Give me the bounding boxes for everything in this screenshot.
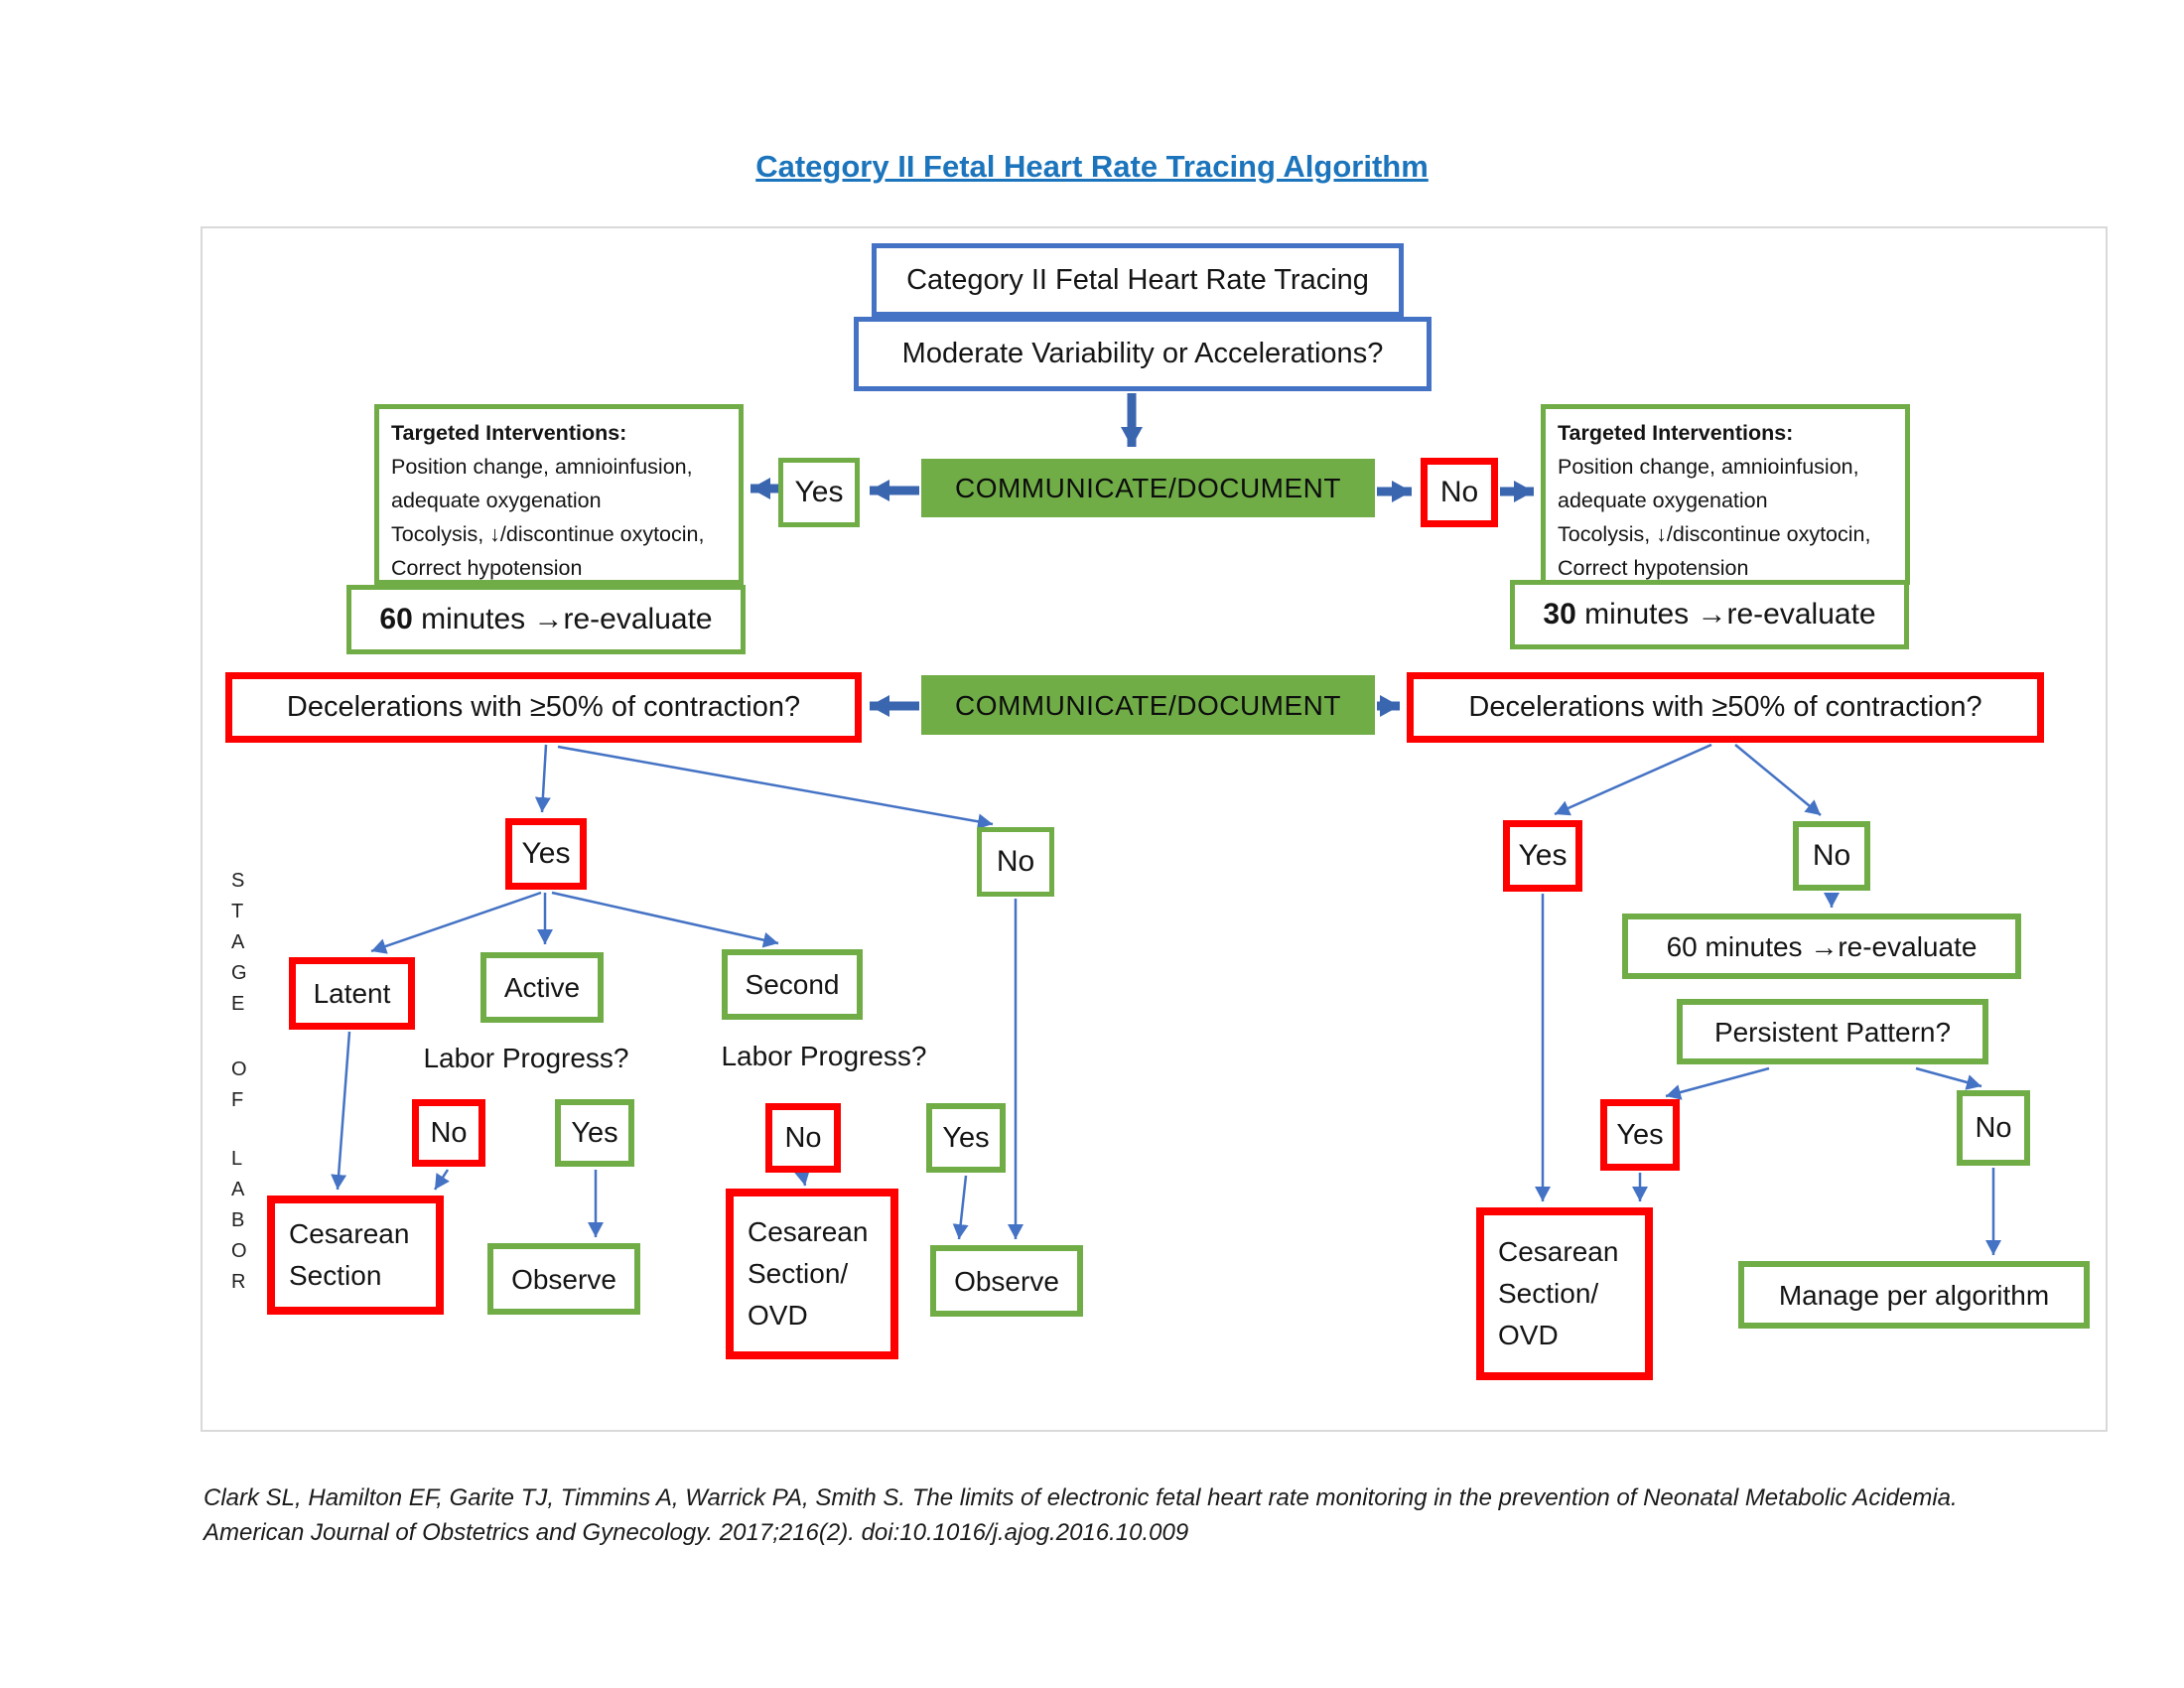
node-targeted-interventions-right bbox=[1541, 404, 1910, 585]
node-active: Active bbox=[480, 952, 604, 1023]
node-latent: Latent bbox=[289, 957, 415, 1030]
node-cesarean-section-ovd-right: Cesarean Section/ OVD bbox=[1476, 1207, 1653, 1380]
interventions-line: Correct hypotension bbox=[1558, 555, 1749, 580]
page-title: Category II Fetal Heart Rate Tracing Algorithm bbox=[755, 149, 1429, 184]
node-60-minutes-reevaluate-left bbox=[346, 585, 746, 654]
label-labor-progress-mid: Labor Progress? bbox=[721, 1041, 927, 1071]
node-decelerations-question-right: Decelerations with ≥50% of contraction? bbox=[1407, 672, 2044, 743]
node-second: Second bbox=[722, 949, 863, 1020]
minutes-value: 60 bbox=[379, 603, 413, 636]
node-no-labor-progress-left: No bbox=[412, 1099, 485, 1167]
label-labor-progress-left: Labor Progress? bbox=[423, 1043, 629, 1073]
node-decelerations-question-left: Decelerations with ≥50% of contraction? bbox=[225, 672, 862, 743]
reevaluate-label: minutes →re-evaluate bbox=[412, 603, 713, 636]
side-label-stage: STAGE bbox=[231, 870, 247, 1015]
reevaluate-label: minutes →re-evaluate bbox=[1697, 930, 1978, 962]
node-30-minutes-reevaluate-right bbox=[1510, 580, 1909, 649]
node-no-decel-right: No bbox=[1793, 821, 1870, 891]
node-yes-labor-progress-left: Yes bbox=[555, 1099, 634, 1167]
interventions-header: Targeted Interventions: bbox=[391, 421, 627, 445]
side-label-of: OF bbox=[231, 1058, 247, 1111]
node-cesarean-section: Cesarean Section bbox=[267, 1196, 444, 1315]
side-label-labor: LABOR bbox=[231, 1148, 247, 1293]
node-communicate-document-2: COMMUNICATE/DOCUMENT bbox=[921, 675, 1375, 735]
node-persistent-pattern: Persistent Pattern? bbox=[1677, 999, 1988, 1064]
reevaluate-label: minutes →re-evaluate bbox=[1575, 598, 1876, 632]
citation-text: Clark SL, Hamilton EF, Garite TJ, Timmins A, Warrick PA, Smith S. The limits of electronic fetal heart rate monitoring in the prevention of Neonatal Metabolic Acidemia. American Journal of Obstetrics and Gynecology. 2017;216(2). doi:10.1016/j.ajog.2016.10.009 bbox=[204, 1484, 1958, 1546]
node-category-ii-tracing: Category II Fetal Heart Rate Tracing bbox=[872, 243, 1404, 317]
node-yes-level1: Yes bbox=[778, 458, 860, 527]
node-communicate-document-1: COMMUNICATE/DOCUMENT bbox=[921, 459, 1375, 517]
interventions-line: Position change, amnioinfusion, bbox=[1558, 454, 1859, 479]
node-cesarean-section-ovd-mid: Cesarean Section/ OVD bbox=[726, 1189, 898, 1359]
node-observe-left: Observe bbox=[487, 1243, 640, 1315]
interventions-line: Tocolysis, ↓/discontinue oxytocin, bbox=[391, 521, 705, 546]
node-no-level1: No bbox=[1421, 458, 1498, 527]
node-yes-persistent: Yes bbox=[1600, 1099, 1680, 1171]
interventions-header: Targeted Interventions: bbox=[1558, 421, 1794, 445]
node-no-persistent: No bbox=[1957, 1090, 2030, 1166]
node-no-labor-progress-mid: No bbox=[765, 1103, 841, 1173]
interventions-line: Correct hypotension bbox=[391, 555, 583, 580]
node-no-decel-left: No bbox=[977, 827, 1054, 897]
interventions-line: adequate oxygenation bbox=[391, 488, 602, 512]
node-moderate-variability-question: Moderate Variability or Accelerations? bbox=[854, 317, 1432, 391]
node-targeted-interventions-left bbox=[374, 404, 744, 585]
node-manage-per-algorithm: Manage per algorithm bbox=[1738, 1261, 2090, 1329]
node-yes-decel-left: Yes bbox=[505, 818, 587, 890]
node-60-minutes-reevaluate-right bbox=[1622, 914, 2021, 979]
node-yes-decel-right: Yes bbox=[1503, 820, 1582, 892]
minutes-value: 60 bbox=[1666, 930, 1698, 962]
interventions-line: Tocolysis, ↓/discontinue oxytocin, bbox=[1558, 521, 1871, 546]
interventions-line: Position change, amnioinfusion, bbox=[391, 454, 693, 479]
node-observe-mid: Observe bbox=[930, 1245, 1083, 1317]
minutes-value: 30 bbox=[1543, 598, 1576, 632]
interventions-line: adequate oxygenation bbox=[1558, 488, 1768, 512]
node-yes-labor-progress-mid: Yes bbox=[926, 1103, 1006, 1173]
